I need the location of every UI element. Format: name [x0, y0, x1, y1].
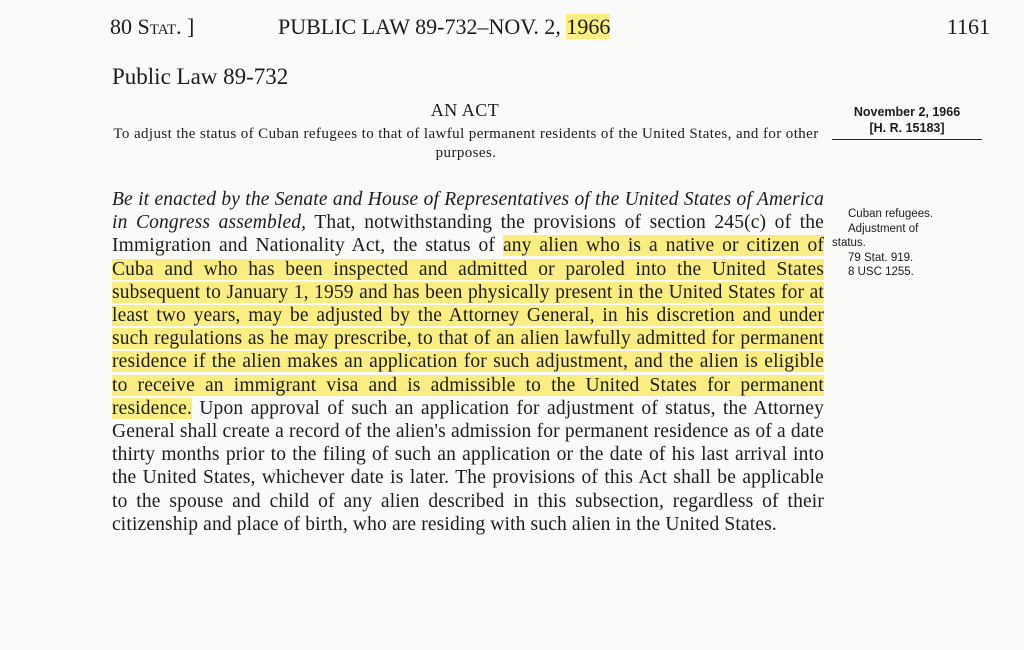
header-title	[278, 14, 610, 40]
margin-note-line-5: 8 USC 1255.	[848, 266, 914, 278]
page-header	[110, 14, 990, 44]
header-year-highlight: 1966	[566, 14, 611, 39]
margin-note-line-1: Cuban refugees.	[848, 208, 934, 220]
margin-date-block	[832, 104, 982, 140]
header-title-prefix: PUBLIC LAW 89-732–NOV. 2,	[278, 14, 567, 39]
statute-reference: 80 Stat. ]	[110, 14, 195, 39]
public-law-title: Public Law 89-732	[112, 64, 289, 89]
page-number: 1161	[946, 14, 990, 39]
body-text-after: Upon approval of such an application for adjustment of status, the Attorney General shall create a record of the alien's admission for permanent residence as of a date thirty months prior to the filing of such an application or the date of his last arrival into the United States, whichever date is later. The provisions of this Act shall be applicable to the spouse and child of any alien described in this subsection, regardless of their citizenship and place of birth, who are residing with such alien in the United States.	[112, 397, 824, 535]
margin-note-line-4: 79 Stat. 919.	[848, 251, 914, 264]
margin-note-line-2: Adjustment of	[848, 222, 919, 235]
enacting-clause: Be it enacted by the Senate and House of Representatives of the United States of America in Congress assembled,	[112, 189, 824, 234]
margin-note-line-3: status.	[832, 237, 866, 249]
highlighted-passage: any alien who is a native or citizen of Cuba and who has been inspected and admitted or paroled into the United States subsequent to January 1, 1959 and has been physically present in the United States for at least two years, may be adjusted by the Attorney General, in his discretion and under such regulations as he may prescribe, to that of an alien lawfully admitted for permanent residence if the alien makes an application for such adjustment, and the alien is eligible to receive an immigrant visa and is admissible to the United States for permanent residence.	[112, 235, 824, 419]
act-body	[112, 188, 824, 536]
bill-number: [H. R. 15183]	[869, 121, 945, 135]
act-purpose: To adjust the status of Cuban refugees to that of lawful permanent residents of the United States, and for other purposes.	[113, 126, 819, 161]
margin-note	[832, 207, 992, 280]
act-heading: AN ACT	[430, 100, 500, 120]
body-text-before: That, notwithstanding the provisions of section 245(c) of the Immigration and Nationality Act, the status of	[112, 212, 824, 257]
enactment-date: November 2, 1966	[853, 105, 961, 119]
